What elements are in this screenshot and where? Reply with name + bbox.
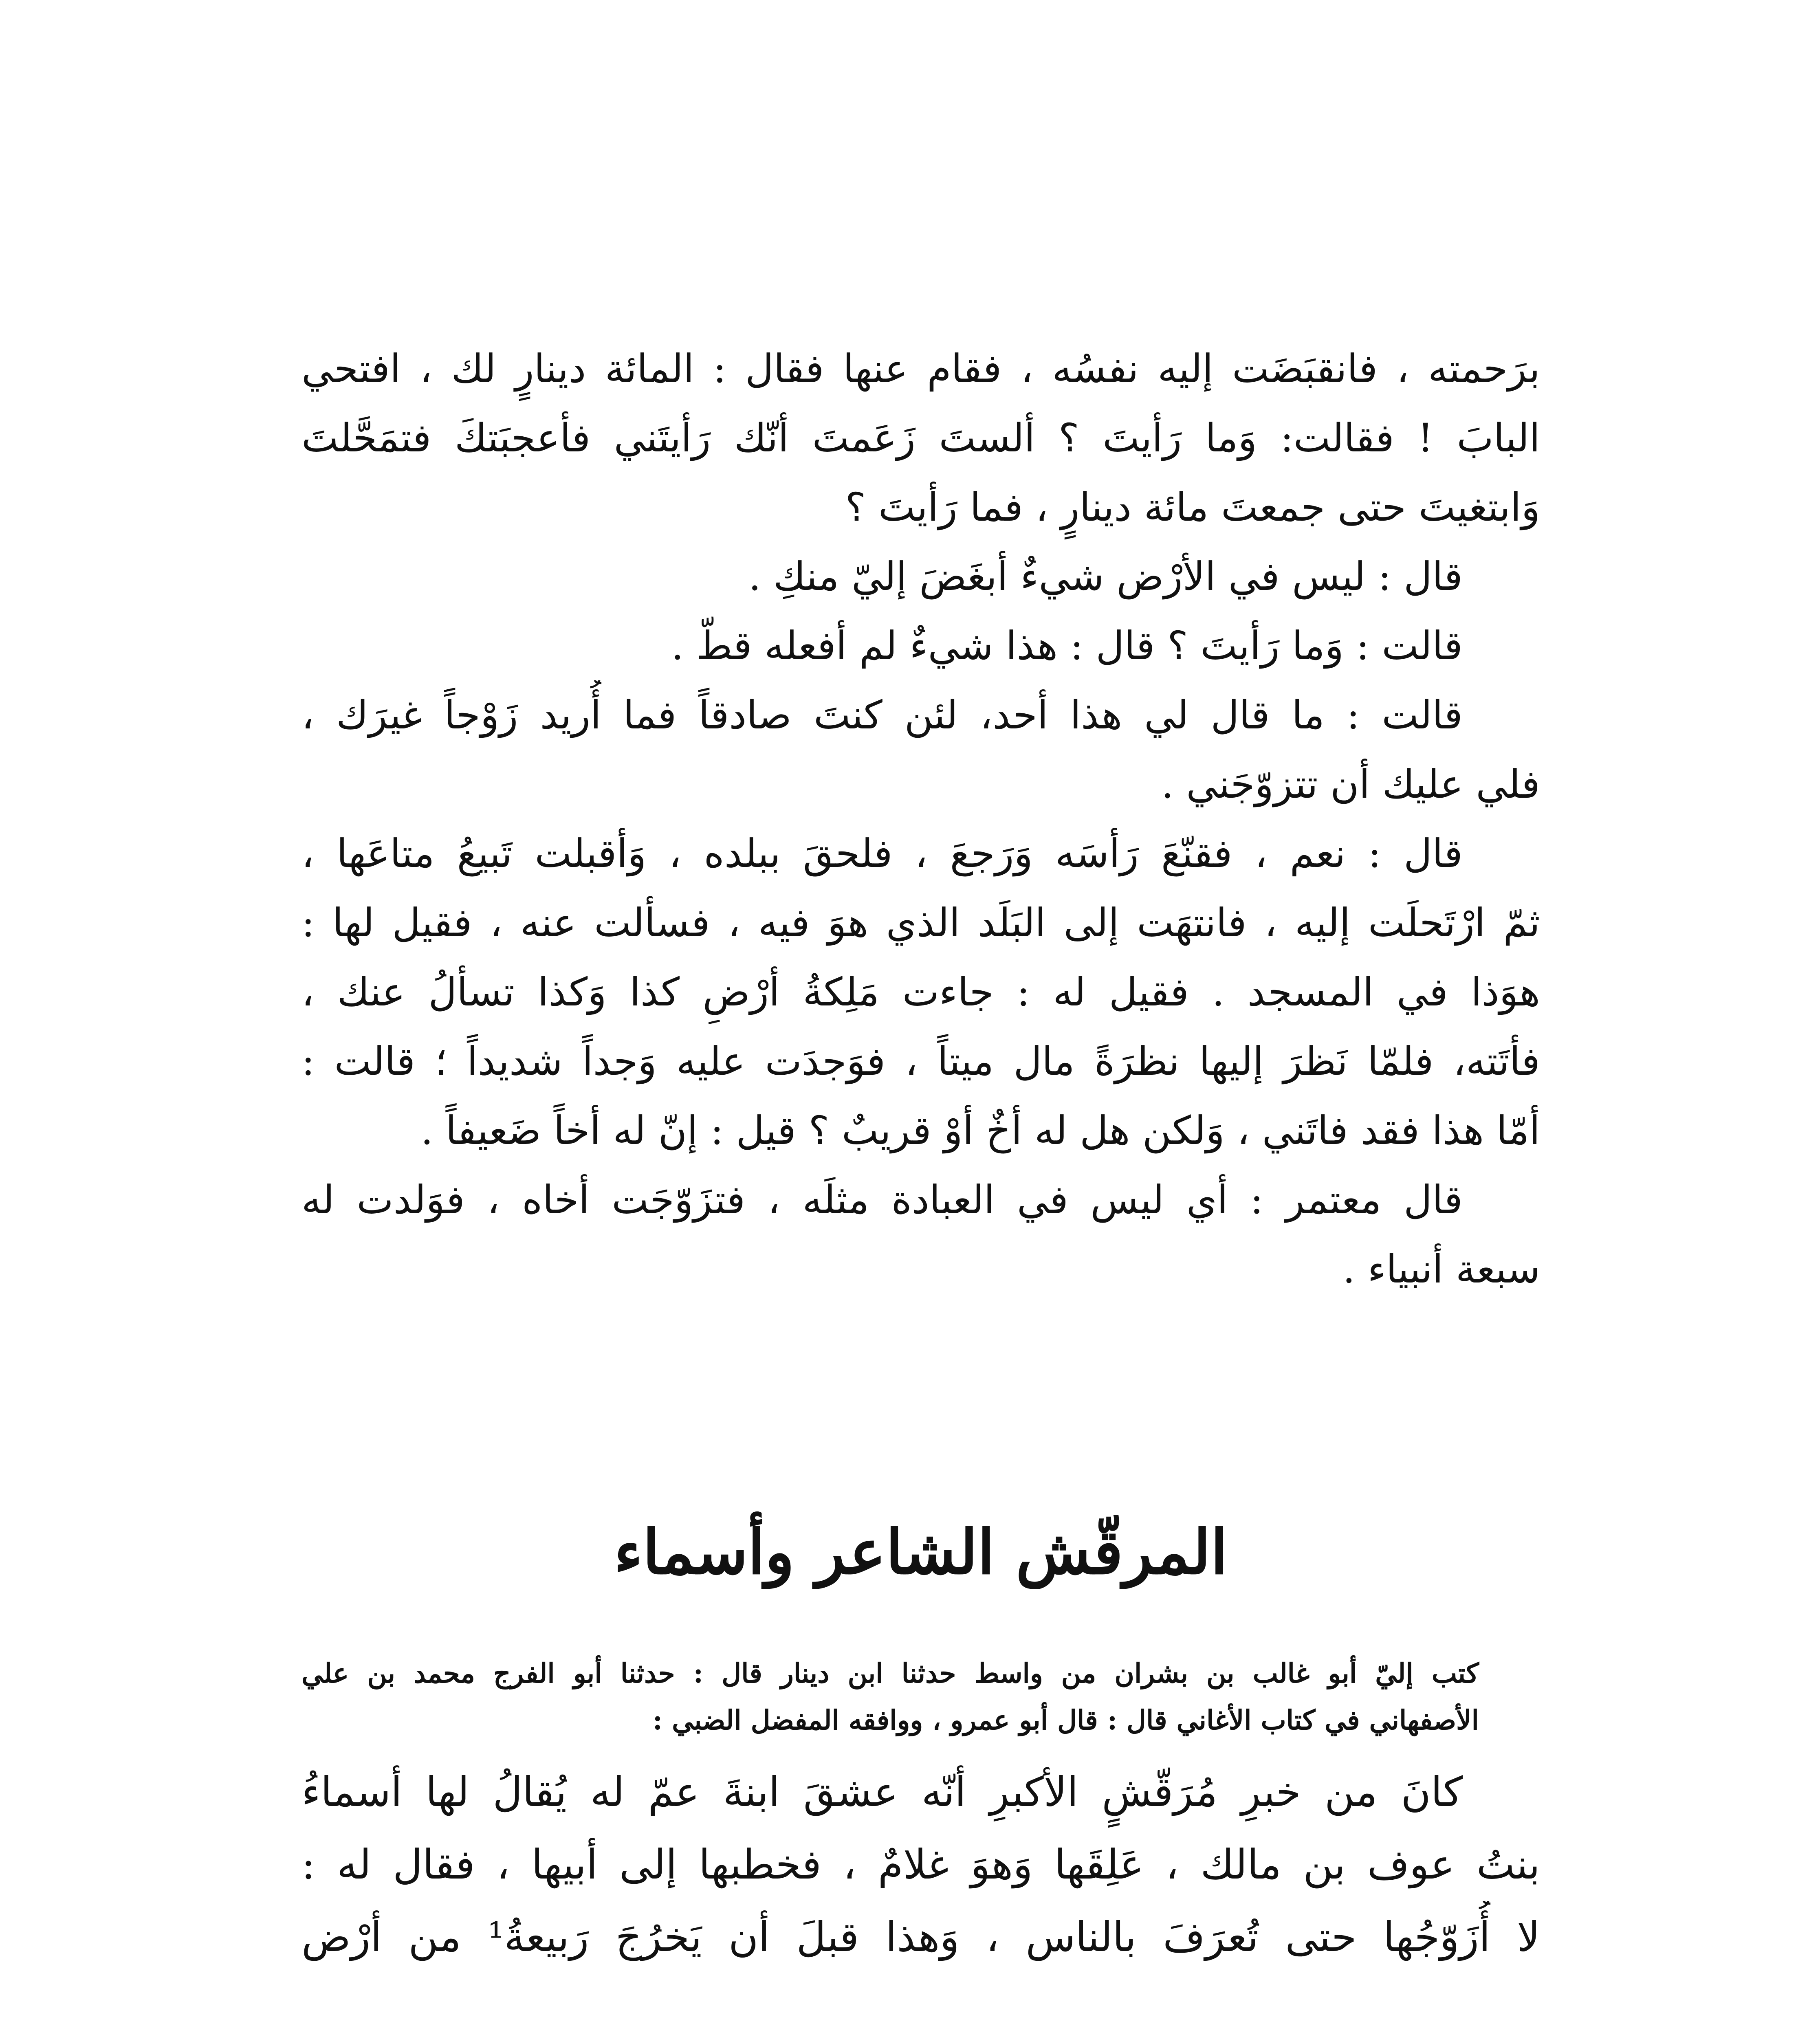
text-line: فلي عليك أن تتزوّجَني . <box>1161 761 1540 807</box>
text-line: ثمّ ارْتَحلَت إليه ، فانتهَت إلى البَلَد الذي هوَ فيه ، فسألت عنه ، فقيل لها : <box>301 900 1540 946</box>
text-line: قال : نعم ، فقنّعَ رَأسَه وَرَجعَ ، فلحقَ ببلده ، وَأقبلت تَبيعُ متاعَها ، <box>301 831 1463 876</box>
text-line: البابَ ! فقالت: وَما رَأيتَ ؟ ألستَ زَعَمتَ أنّك رَأيتَني فأعجبَتكَ فتمَحَّلتَ <box>301 415 1540 461</box>
story-line: لا أُزَوّجُها حتى تُعرَفَ بالناس ، وَهذا قبلَ أن يَخرُجَ رَبيعةُ¹ من أرْض <box>301 1913 1540 1961</box>
text-line: قالت : ما قال لي هذا أحد، لئن كنتَ صادقاً فما أُريد زَوْجاً غيرَك ، <box>301 692 1463 738</box>
text-line: قال معتمر : أي ليس في العبادة مثلَه ، فتزَوّجَت أخاه ، فوَلدت له <box>301 1177 1463 1223</box>
section-intro <box>301 1650 1540 1744</box>
intro-line: الأصفهاني في كتاب الأغاني قال : قال أبو عمرو ، ووافقه المفضل الضبي : <box>652 1704 1479 1736</box>
text-line: أمّا هذا فقد فاتَني ، وَلكن هل له أخٌ أوْ قريبٌ ؟ قيل : إنّ له أخاً ضَعيفاً . <box>420 1108 1540 1153</box>
story-line: بنتُ عوف بن مالك ، عَلِقَها وَهوَ غلامٌ ، فخطبها إلى أبيها ، فقال له : <box>301 1841 1540 1888</box>
text-line: فأتَته، فلمّا نَظرَ إليها نظرَةً مال ميتاً ، فوَجدَت عليه وَجداً شديداً ؛ قالت : <box>301 1038 1540 1084</box>
section-story <box>301 1756 1540 1973</box>
text-line: وَابتغيتَ حتى جمعتَ مائة دينارٍ ، فما رَأيتَ ؟ <box>845 484 1540 530</box>
story-line: كانَ من خبرِ مُرَقّشٍ الأكبرِ أنّه عشقَ ابنةَ عمّ له يُقالُ لها أسماءُ <box>301 1768 1463 1816</box>
text-line: قالت : وَما رَأيتَ ؟ قال : هذا شيءٌ لم أفعله قطّ . <box>671 623 1463 669</box>
intro-line: كتب إليّ أبو غالب بن بشران من واسط حدثنا ابن دينار قال : حدثنا أبو الفرج محمد بن علي <box>301 1657 1479 1689</box>
section-title: المرقّش الشاعر وأسماء <box>614 1516 1228 1588</box>
text-line: برَحمته ، فانقبَضَت إليه نفسُه ، فقام عنها فقال : المائة دينارٍ لك ، افتحي <box>301 346 1540 392</box>
main-text-block <box>301 334 1540 1304</box>
text-line: سبعة أنبياء . <box>1342 1246 1540 1292</box>
text-line: قال : ليس في الأرْض شيءٌ أبغَضَ إليّ منكِ . <box>748 554 1463 599</box>
text-line: هوَذا في المسجد . فقيل له : جاءت مَلِكةُ أرْضِ كذا وَكذا تسألُ عنك ، <box>301 969 1540 1015</box>
